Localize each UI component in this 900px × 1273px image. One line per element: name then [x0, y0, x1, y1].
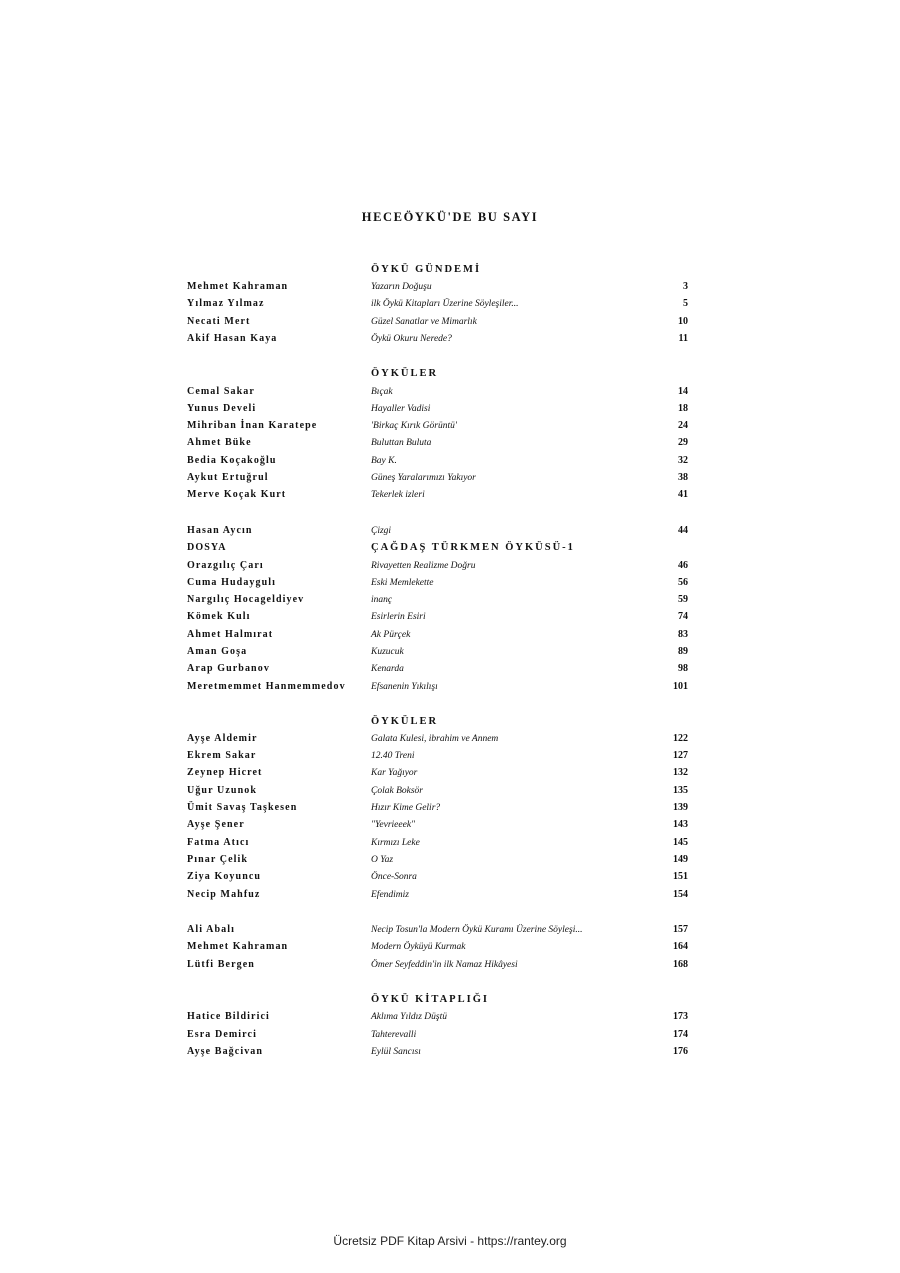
- entry-author: Kömek Kulı: [187, 611, 251, 622]
- entry-title: Bay K.: [371, 456, 397, 466]
- entry-author: Ziya Koyuncu: [187, 871, 262, 882]
- entry-page-number: 29: [678, 437, 688, 448]
- entry-author: Uğur Uzunok: [187, 785, 257, 796]
- entry-title: Eylül Sancısı: [371, 1047, 421, 1057]
- entry-author: Ayşe Şener: [187, 819, 245, 830]
- entry-author: Mehmet Kahraman: [187, 281, 289, 292]
- toc-entry: [0, 525, 900, 539]
- toc-entry: [0, 420, 900, 434]
- toc-entry-dossier: [0, 542, 900, 556]
- entry-title: Rivayetten Realizme Doğru: [371, 561, 476, 571]
- entry-author: Cemal Sakar: [187, 386, 255, 397]
- toc-entry: [0, 386, 900, 400]
- entry-page-number: 83: [678, 629, 688, 640]
- entry-page-number: 74: [678, 611, 688, 622]
- toc-entry: [0, 281, 900, 295]
- entry-title: Güzel Sanatlar ve Mimarlık: [371, 317, 477, 327]
- entry-page-number: 32: [678, 455, 688, 466]
- entry-author: Orazgılıç Çarı: [187, 560, 264, 571]
- entry-page-number: 122: [673, 733, 688, 744]
- toc-entry: [0, 594, 900, 608]
- footer-text: Ücretsiz PDF Kitap Arsivi - https://rantey.org: [333, 1234, 567, 1248]
- toc-entry: [0, 403, 900, 417]
- entry-author: DOSYA: [187, 542, 227, 553]
- entry-author: Merve Koçak Kurt: [187, 489, 287, 500]
- entry-page-number: 151: [673, 871, 688, 882]
- entry-author: Ümit Savaş Taşkesen: [187, 802, 298, 813]
- entry-author: Aykut Ertuğrul: [187, 472, 269, 483]
- entry-page-number: 174: [673, 1029, 688, 1040]
- entry-title: Hayaller Vadisi: [371, 404, 431, 414]
- entry-title: O Yaz: [371, 855, 394, 865]
- entry-page-number: 46: [678, 560, 688, 571]
- entry-author: Hasan Aycın: [187, 525, 253, 536]
- entry-page-number: 132: [673, 767, 688, 778]
- entry-author: Fatma Atıcı: [187, 837, 250, 848]
- entry-author: Necip Mahfuz: [187, 889, 261, 900]
- toc-entry: [0, 733, 900, 747]
- toc-entry: [0, 871, 900, 885]
- toc-entry: [0, 959, 900, 973]
- entry-author: Mehmet Kahraman: [187, 941, 289, 952]
- entry-page-number: 173: [673, 1011, 688, 1022]
- entry-page-number: 145: [673, 837, 688, 848]
- entry-page-number: 89: [678, 646, 688, 657]
- toc-entry: [0, 663, 900, 677]
- entry-author: Ahmet Büke: [187, 437, 252, 448]
- entry-title: Önce-Sonra: [371, 872, 417, 882]
- entry-title: Öykü Okuru Nerede?: [371, 334, 452, 344]
- section-heading: ÖYKÜ GÜNDEMİ: [371, 264, 482, 275]
- entry-author: Esra Demirci: [187, 1029, 257, 1040]
- entry-author: Nargılıç Hocageldiyev: [187, 594, 305, 605]
- toc-entry: [0, 767, 900, 781]
- section-heading: ÖYKÜLER: [371, 368, 439, 379]
- toc-entry: [0, 333, 900, 347]
- entry-page-number: 135: [673, 785, 688, 796]
- toc-entry: [0, 646, 900, 660]
- entry-title: Çizgi: [371, 526, 392, 536]
- toc-entry: [0, 437, 900, 451]
- toc-entry: [0, 489, 900, 503]
- toc-entry: [0, 472, 900, 486]
- entry-author: Hatice Bildirici: [187, 1011, 270, 1022]
- entry-title: Bıçak: [371, 387, 393, 397]
- entry-page-number: 149: [673, 854, 688, 865]
- toc-entry: [0, 316, 900, 330]
- entry-author: Akif Hasan Kaya: [187, 333, 278, 344]
- entry-author: Necati Mert: [187, 316, 251, 327]
- entry-page-number: 59: [678, 594, 688, 605]
- entry-title: Çolak Boksör: [371, 786, 423, 796]
- entry-author: Ali Abalı: [187, 924, 235, 935]
- entry-author: Lütfi Bergen: [187, 959, 255, 970]
- entry-page-number: 14: [678, 386, 688, 397]
- toc-entry: [0, 889, 900, 903]
- entry-page-number: 176: [673, 1046, 688, 1057]
- toc-entry: [0, 1046, 900, 1060]
- entry-page-number: 5: [683, 298, 688, 309]
- entry-title: Buluttan Buluta: [371, 438, 432, 448]
- section-heading: ÖYKÜLER: [371, 716, 439, 727]
- entry-author: Yunus Develi: [187, 403, 257, 414]
- entry-title: Efendimiz: [371, 890, 409, 900]
- entry-page-number: 44: [678, 525, 688, 536]
- entry-title: "Yevrieeek": [371, 820, 416, 830]
- entry-page-number: 3: [683, 281, 688, 292]
- toc-entry: [0, 854, 900, 868]
- toc-entry: [0, 924, 900, 938]
- toc-entry: [0, 1029, 900, 1043]
- entry-author: Aman Goşa: [187, 646, 248, 657]
- entry-title: Kenarda: [371, 664, 404, 674]
- toc-entry: [0, 681, 900, 695]
- section-heading: ÖYKÜ KİTAPLIĞI: [371, 994, 489, 1005]
- entry-page-number: 101: [673, 681, 688, 692]
- entry-author: Mihriban İnan Karatepe: [187, 420, 318, 431]
- entry-author: Pınar Çelik: [187, 854, 249, 865]
- toc-entry: [0, 750, 900, 764]
- toc-entry: [0, 819, 900, 833]
- entry-title: Galata Kulesi, ibrahim ve Annem: [371, 734, 499, 744]
- entry-author: Ayşe Bağcivan: [187, 1046, 264, 1057]
- entry-page-number: 143: [673, 819, 688, 830]
- toc-entry: [0, 837, 900, 851]
- entry-title: Necip Tosun'la Modern Öykü Kuramı Üzerine Söyleşi...: [371, 925, 583, 935]
- entry-title: ilk Öykü Kitapları Üzerine Söyleşiler...: [371, 299, 519, 309]
- entry-page-number: 38: [678, 472, 688, 483]
- entry-title: Efsanenin Yıkılışı: [371, 682, 438, 692]
- entry-author: Ekrem Sakar: [187, 750, 257, 761]
- entry-title: Yazarın Doğuşu: [371, 282, 432, 292]
- entry-page-number: 98: [678, 663, 688, 674]
- entry-author: Ayşe Aldemir: [187, 733, 258, 744]
- entry-page-number: 154: [673, 889, 688, 900]
- entry-author: Cuma Hudaygulı: [187, 577, 277, 588]
- toc-entry: [0, 629, 900, 643]
- entry-title: Eski Memlekette: [371, 578, 434, 588]
- toc-entry: [0, 802, 900, 816]
- entry-page-number: 18: [678, 403, 688, 414]
- entry-title: 'Birkaç Kırık Görüntü': [371, 421, 457, 431]
- dossier-heading: ÇAĞDAŞ TÜRKMEN ÖYKÜSÜ-1: [371, 542, 575, 553]
- entry-page-number: 139: [673, 802, 688, 813]
- entry-author: Bedia Koçakoğlu: [187, 455, 277, 466]
- entry-title: Ak Pürçek: [371, 630, 411, 640]
- entry-title: Kar Yağıyor: [371, 768, 418, 778]
- toc-entry: [0, 560, 900, 574]
- entry-author: Meretmemmet Hanmemmedov: [187, 681, 346, 692]
- entry-page-number: 10: [678, 316, 688, 327]
- entry-page-number: 11: [678, 333, 688, 344]
- entry-page-number: 56: [678, 577, 688, 588]
- entry-page-number: 164: [673, 941, 688, 952]
- entry-title: Esirlerin Esiri: [371, 612, 426, 622]
- entry-title: Kuzucuk: [371, 647, 404, 657]
- entry-page-number: 157: [673, 924, 688, 935]
- entry-title: Tekerlek izleri: [371, 490, 425, 500]
- toc-entry: [0, 577, 900, 591]
- toc-entry: [0, 785, 900, 799]
- entry-title: Hızır Kime Gelir?: [371, 803, 441, 813]
- entry-page-number: 168: [673, 959, 688, 970]
- entry-title: Ömer Seyfeddin'in ilk Namaz Hikâyesi: [371, 960, 518, 970]
- entry-title: Tahterevalli: [371, 1030, 417, 1040]
- entry-title: Kırmızı Leke: [371, 838, 420, 848]
- page-title: HECEÖYKÜ'DE BU SAYI: [361, 210, 539, 224]
- entry-title: inanç: [371, 595, 393, 605]
- toc-entry: [0, 941, 900, 955]
- entry-author: Yılmaz Yılmaz: [187, 298, 265, 309]
- entry-page-number: 24: [678, 420, 688, 431]
- entry-author: Arap Gurbanov: [187, 663, 270, 674]
- entry-title: Modern Öyküyü Kurmak: [371, 942, 466, 952]
- toc-entry: [0, 1011, 900, 1025]
- entry-author: Ahmet Halmırat: [187, 629, 274, 640]
- entry-title: 12.40 Treni: [371, 751, 415, 761]
- entry-author: Zeynep Hicret: [187, 767, 263, 778]
- toc-entry: [0, 611, 900, 625]
- entry-page-number: 41: [678, 489, 688, 500]
- toc-entry: [0, 298, 900, 312]
- entry-title: Güneş Yaralarımızı Yakıyor: [371, 473, 476, 483]
- toc-entry: [0, 455, 900, 469]
- entry-page-number: 127: [673, 750, 688, 761]
- entry-title: Aklıma Yıldız Düştü: [371, 1012, 448, 1022]
